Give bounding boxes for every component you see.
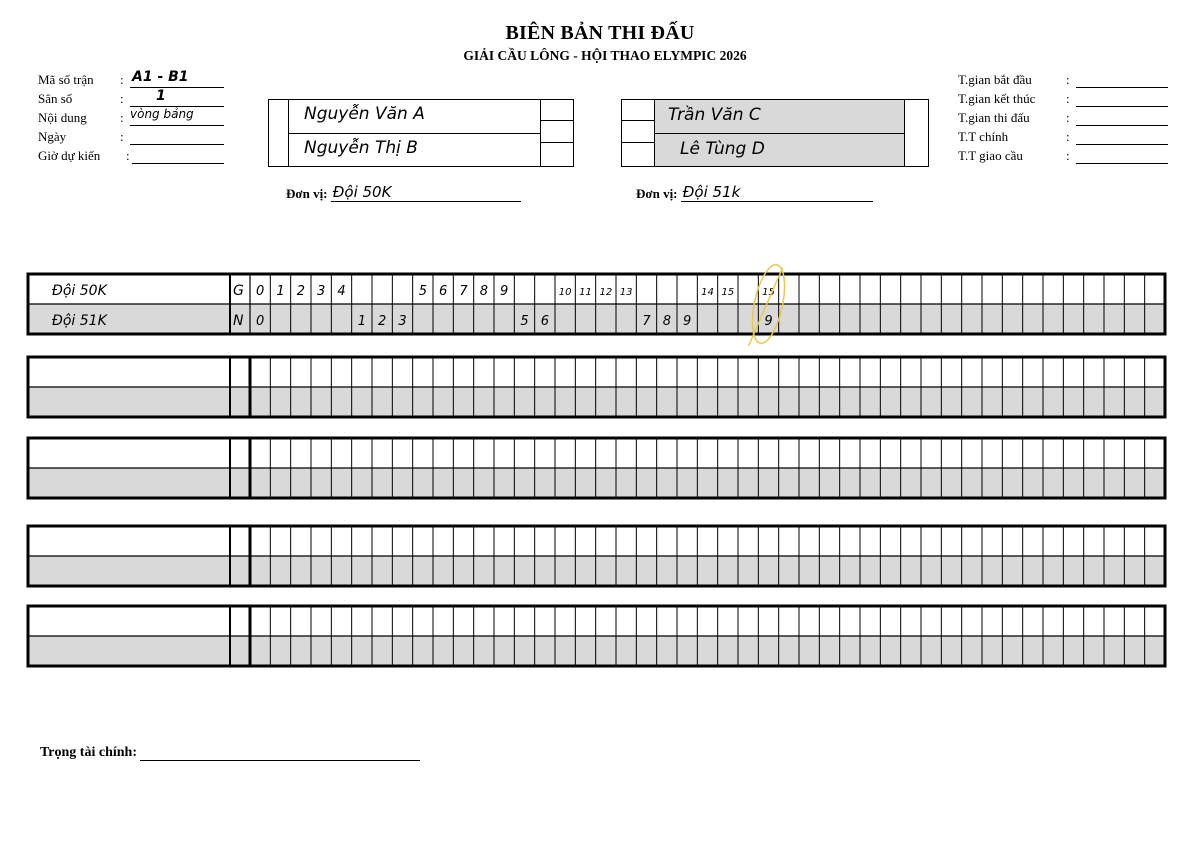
info-label: Mã số trận (38, 72, 94, 87)
team-top-name: Đội 50K (52, 283, 107, 299)
team-bottom-name: Đội 51K (52, 313, 107, 329)
score-top-cell: 13 (619, 287, 633, 298)
score-top-cell: 4 (337, 284, 346, 299)
team-b-unit: Đơn vị: Đội 51k (636, 183, 873, 202)
score-bottom-cell: 5 (520, 314, 529, 329)
sheet-subtitle: GIẢI CẦU LÔNG - HỘI THAO ELYMPIC 2026 (463, 48, 747, 63)
referee-signature-field[interactable] (140, 746, 420, 761)
info-row-service-judge: T.T giao cầu : (958, 148, 1023, 166)
score-top-cell: 10 (558, 287, 572, 298)
grid-row-bg (28, 387, 1165, 417)
info-row-match-code: Mã số trận : A1 - B1 (38, 72, 94, 90)
score-top-cell: 7 (459, 284, 468, 299)
referee-signature: Trọng tài chính: (40, 745, 420, 761)
info-row-scheduled-time: Giờ dự kiến : (38, 148, 100, 166)
info-label: Nội dung (38, 110, 87, 125)
score-bottom-cell: 0 (256, 314, 265, 329)
info-label: Giờ dự kiến (38, 148, 101, 163)
sheet-title: BIÊN BẢN THI ĐẤU (505, 22, 695, 44)
score-top-cell: 11 (579, 287, 592, 298)
serve-marker-top: G (233, 283, 244, 299)
grid-row-bg (28, 468, 1165, 498)
score-top-cell: 14 (701, 287, 714, 298)
team-b-player-1: Trần Văn C (668, 105, 761, 125)
grid-row-bg (28, 636, 1165, 666)
info-row-content: Nội dung : vòng bảng (38, 110, 87, 128)
serve-marker-bottom: N (233, 313, 244, 329)
score-top-cell: 9 (500, 284, 509, 299)
team-a-player-1: Nguyễn Văn A (304, 104, 425, 124)
grid-row-bg (28, 556, 1165, 586)
score-top-cell: 5 (418, 284, 427, 299)
info-row-date: Ngày : (38, 129, 66, 147)
score-bottom-cell: 1 (357, 314, 366, 329)
info-row-start-time: T.gian bắt đầu : (958, 72, 1032, 90)
team-a-player-2: Nguyễn Thị B (304, 138, 418, 158)
score-top-cell: 0 (256, 284, 265, 299)
score-bottom-cell: 3 (398, 314, 407, 329)
score-bottom-cell: 9 (683, 314, 692, 329)
court-field[interactable]: 1 (130, 91, 224, 107)
score-top-cell: 15 (762, 287, 775, 298)
content-field[interactable]: vòng bảng (130, 110, 224, 126)
team-a-unit: Đơn vị: Đội 50K (286, 183, 521, 202)
team-b-player-2: Lê Tùng D (680, 139, 765, 159)
score-top-cell: 2 (296, 284, 305, 299)
info-label: Ngày (38, 129, 67, 144)
info-row-court: Sân số : 1 (38, 91, 72, 109)
score-top-cell: 8 (479, 284, 488, 299)
score-top-cell: 6 (439, 284, 448, 299)
score-bottom-cell: 2 (378, 314, 387, 329)
score-bottom-cell: 6 (540, 314, 549, 329)
score-top-cell: 12 (599, 287, 613, 298)
info-row-duration: T.gian thi đấu : (958, 110, 1030, 128)
team-b-unit-field[interactable]: Đội 51k (681, 183, 873, 202)
info-row-chief-umpire: T.T chính : (958, 129, 1008, 147)
score-top-cell: 15 (721, 287, 735, 298)
score-top-cell: 3 (317, 284, 326, 299)
grid-row-bg (28, 304, 1165, 334)
info-row-end-time: T.gian kết thúc : (958, 91, 1035, 109)
score-top-cell: 1 (276, 284, 285, 299)
team-a-unit-field[interactable]: Đội 50K (331, 183, 521, 202)
info-label: Sân số (38, 91, 73, 106)
score-bottom-cell: 8 (662, 314, 671, 329)
match-code-field[interactable]: A1 - B1 (130, 72, 224, 88)
score-bottom-cell: 7 (642, 314, 651, 329)
score-bottom-cell: 9 (764, 314, 773, 329)
